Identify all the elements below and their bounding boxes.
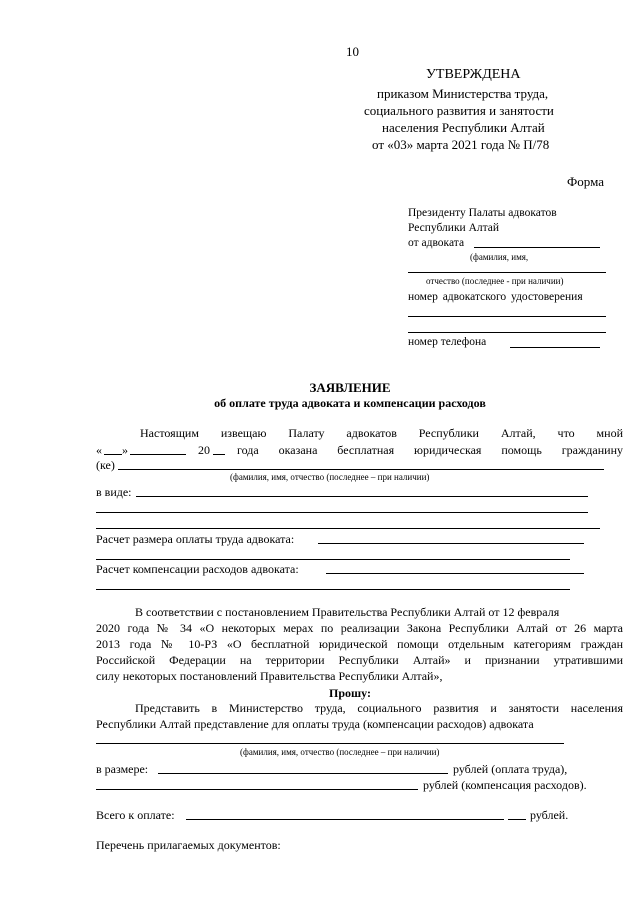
month-field[interactable] [130,454,186,455]
help-form-field-2[interactable] [96,512,588,513]
approved-label: УТВЕРЖДЕНА [426,67,521,82]
hint-citizen-fio: (фамилия, имя, отчество (последнее – при наличии) [230,472,430,482]
calc-pay-field-1[interactable] [318,543,584,544]
phone-label: номер телефона [408,336,487,348]
help-form-field-1[interactable] [136,496,588,497]
request-heading: Прошу: [329,686,371,700]
document-subtitle: об оплате труда адвоката и компенсации расходов [214,396,486,410]
lawyer-fio-field[interactable] [96,743,564,744]
certificate-field-1[interactable] [408,316,606,317]
help-form-field-3[interactable] [96,528,600,529]
certificate-label: номер адвокатского удостоверения [408,291,583,303]
total-kop-field[interactable] [508,819,526,820]
from-lawyer-label: от адвоката [408,237,465,249]
paragraph-2-line-4: Российской Федерации на территории Республики Алтай» и признании утратившими [96,653,623,667]
date-close-quote: » [122,443,128,457]
paragraph-2-line-3: 2013 года № 10-РЗ «О бесплатной юридической помощи отдельным категориям граждан [96,637,623,651]
certificate-field-2[interactable] [408,332,606,333]
paragraph-3-line-1: Представить в Министерство труда, социального развития и занятости населения [135,701,623,715]
comp-amount-field[interactable] [96,789,418,790]
total-words-field[interactable] [186,819,504,820]
day-field[interactable] [104,454,122,455]
ke-suffix: (ке) [96,458,115,472]
phone-field[interactable] [510,347,600,348]
rub-pay-label: рублей (оплата труда), [453,762,568,776]
citizen-name-field[interactable] [118,469,604,470]
approval-line-5: от «03» марта 2021 года № П/78 [372,137,550,152]
lawyer-name-field[interactable] [474,247,600,248]
calc-pay-label: Расчет размера оплаты труда адвоката: [96,532,295,546]
in-form-label: в виде: [96,485,132,499]
paragraph-2-line-5: силу некоторых постановлений Правительства Республики Алтай», [96,669,443,683]
calc-pay-field-2[interactable] [96,559,570,560]
addressee-line-2: Республики Алтай [408,222,500,234]
page-number: 10 [346,44,359,59]
hint-patronymic: отчество (последнее - при наличии) [426,276,564,286]
calc-comp-field-2[interactable] [96,589,570,590]
attachments-label: Перечень прилагаемых документов: [96,838,281,852]
paragraph-3-line-2: Республики Алтай представление для оплаты труда (компенсации расходов) адвоката [96,717,534,731]
pay-amount-field[interactable] [158,773,448,774]
lawyer-patronymic-field[interactable] [408,272,606,273]
approval-line-4: населения Республики Алтай [382,120,545,135]
paragraph-1-line-1: Настоящим извещаю Палату адвокатов Республики Алтай, что мной [140,426,623,440]
approval-line-3: социального развития и занятости [364,103,554,118]
paragraph-2-line-2: 2020 года № 34 «О некоторых мерах по реализации Закона Республики Алтай от 26 марта [96,621,623,635]
calc-comp-field-1[interactable] [326,573,584,574]
addressee-line-1: Президенту Палаты адвокатов [408,207,557,219]
approval-line-2: приказом Министерства труда, [377,86,549,101]
total-label: Всего к оплате: [96,808,175,822]
calc-comp-label: Расчет компенсации расходов адвоката: [96,562,299,576]
hint-lawyer-fio: (фамилия, имя, отчество (последнее – при наличии) [240,747,440,757]
amount-label: в размере: [96,762,149,776]
date-open-quote: « [96,443,102,457]
rub-comp-label: рублей (компенсация расходов). [423,778,587,792]
document-title: ЗАЯВЛЕНИЕ [309,380,391,395]
year-prefix: 20 [198,443,210,457]
total-rub-label: рублей. [530,808,569,822]
form-label: Форма [567,174,604,189]
paragraph-2-line-1: В соответствии с постановлением Правительства Республики Алтай от 12 февраля [135,605,560,619]
year-field[interactable] [213,454,225,455]
hint-name: (фамилия, имя, [470,252,529,262]
paragraph-1-line-2: года оказана бесплатная юридическая помощь гражданину [237,443,623,457]
